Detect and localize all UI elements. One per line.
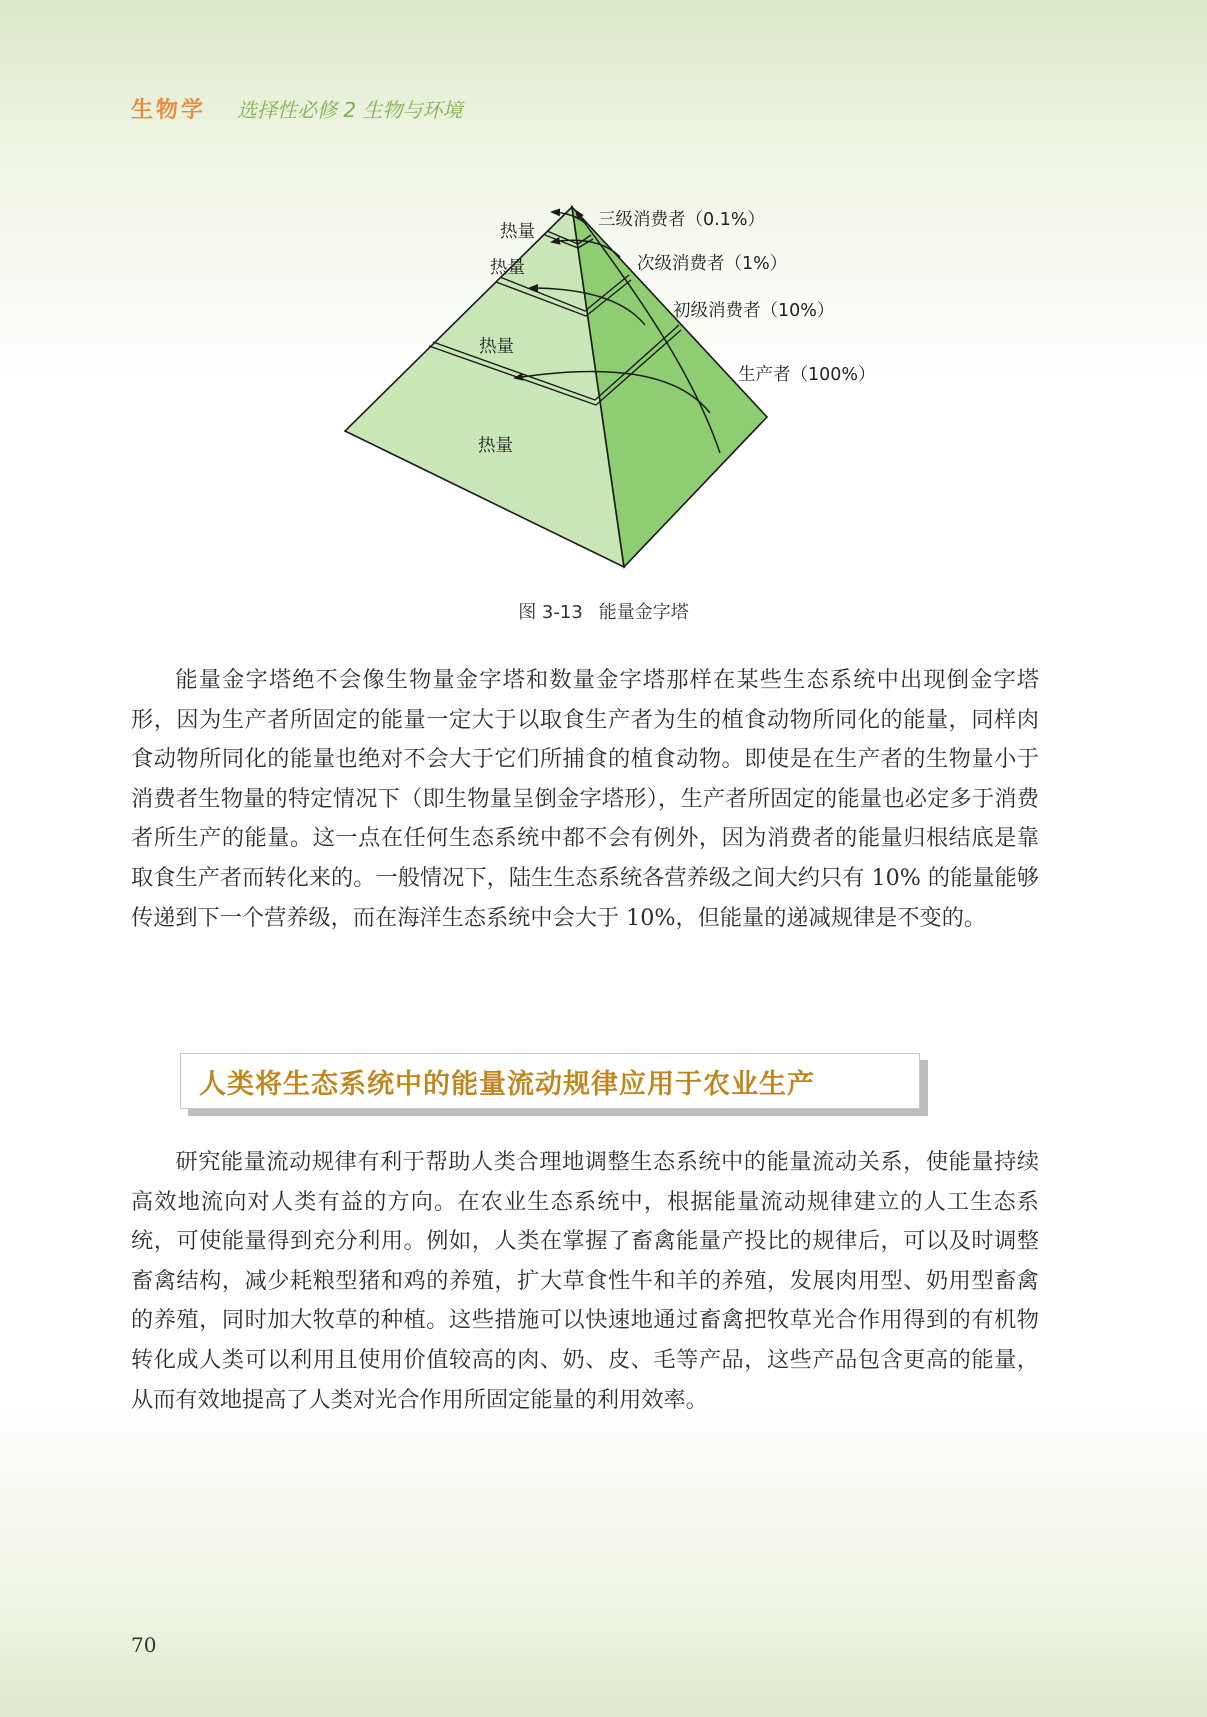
heat-label-4: 热量	[478, 436, 513, 456]
paragraph-agriculture: 研究能量流动规律有利于帮助人类合理地调整生态系统中的能量流动关系，使能量持续高效地流向对人类有益的方向。在农业生态系统中，根据能量流动规律建立的人工生态系统，可使能量得到充分利用。例如，人类在掌握了畜禽能量产投比的规律后，可以及时调整畜禽结构，减少耗粮型猪和鸡的养殖，扩大草食性牛和羊的养殖，发展肉用型、奶用型畜禽的养殖，同时加大牧草的种植。这些措施可以快速地通过畜禽把牧草光合作用得到的有机物转化成人类可以利用且使用价值较高的肉、奶、皮、毛等产品，这些产品包含更高的能量，从而有效地提高了人类对光合作用所固定能量的利用效率。	[131, 1149, 1039, 1413]
energy-pyramid-figure	[330, 195, 910, 575]
level-label-producer: 生产者（100%）	[738, 365, 876, 385]
figure-caption	[0, 598, 1207, 624]
heat-label-2: 热量	[490, 258, 525, 278]
figure-title: 能量金字塔	[598, 602, 689, 623]
paragraph-energy-pyramid: 能量金字塔绝不会像生物量金字塔和数量金字塔那样在某些生态系统中出现倒金字塔形，因为生产者所固定的能量一定大于以取食生产者为生的植食动物所同化的能量，同样肉食动物所同化的能量也绝对不会大于它们所捕食的植食动物。即使是在生产者的生物量小于消费者生物量的特定情况下（即生物量呈倒金字塔形），生产者所固定的能量也必定多于消费者所生产的能量。这一点在任何生态系统中都不会有例外，因为消费者的能量归根结底是靠取食生产者而转化来的。一般情况下，陆生生态系统各营养级之间大约只有 10% 的能量能够传递到下一个营养级，而在海洋生态系统中会大于 10%，但能量的递减规律是不变的。	[131, 667, 1039, 931]
book-title: 选择性必修 2 生物与环境	[237, 98, 463, 122]
heat-label-3: 热量	[479, 337, 514, 357]
page-number: 70	[131, 1633, 157, 1657]
level-label-secondary: 次级消费者（1%）	[637, 254, 788, 274]
section-heading: 人类将生态系统中的能量流动规律应用于农业生产	[199, 1068, 815, 1100]
level-label-tertiary: 三级消费者（0.1%）	[598, 210, 765, 230]
heat-label-1: 热量	[500, 222, 535, 242]
section-heading-box	[180, 1053, 920, 1109]
level-label-primary: 初级消费者（10%）	[673, 301, 835, 321]
subject-title: 生物学	[131, 98, 207, 123]
figure-number: 图 3-13	[518, 602, 583, 623]
